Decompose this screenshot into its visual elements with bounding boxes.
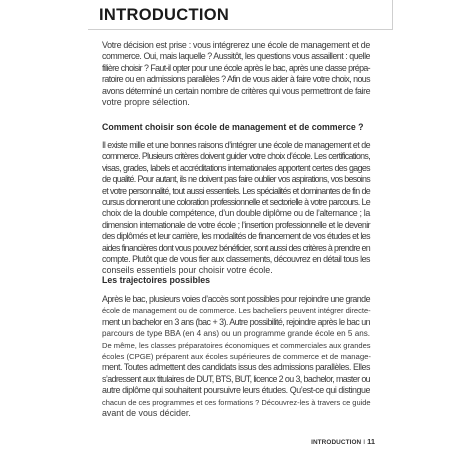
text-line: filière choisir ? Faut-il opter pour une école après le bac, après une classe prépa-: [102, 62, 370, 73]
text-line: chacun de ces programmes et ces formations ? Découvrez-les à travers ce guide: [102, 397, 371, 407]
text-line: s’adressent aux titulaires de DUT, BTS, BUT, licence 2 ou 3, bachelor, master ou: [102, 373, 370, 384]
text-line: avant de vous décider.: [102, 408, 191, 419]
running-footer: [300, 437, 375, 449]
text-line: et votre personnalité, tout aussi essentiels. Les spécialités et dominantes de fin de: [102, 185, 370, 196]
section1-paragraph: [102, 140, 370, 277]
text-line: dimension internationale de votre école ; l’insertion professionnelle et le devenir: [102, 219, 370, 230]
text-line: compte. Plutôt que de vous fier aux classements, découvrez en détail tous les: [102, 254, 370, 265]
text-line: commerce. Oui, mais laquelle ? Aussitôt, les questions vous assaillent : quelle: [102, 51, 370, 62]
text-line: votre propre sélection.: [102, 97, 190, 108]
text-line: cursus donneront une coloration professionnelle et sectorielle à votre parcours. Le: [102, 197, 370, 208]
text-line: Après le bac, plusieurs voies d’accès sont possibles pour rejoindre une grande: [102, 294, 370, 304]
text-line: visas, grades, labels et accréditations internationales apportent certes des gages: [102, 162, 370, 173]
text-line: de qualité. Pour autant, ils ne doivent pas faire oublier vos aspirations, vos besoins: [102, 174, 370, 185]
text-line: Votre décision est prise : vous intégrerez une école de management et de: [102, 40, 370, 50]
text-line: Il existe mille et une bonnes raisons d’intégrer une école de management et de: [102, 140, 370, 150]
footer-separator: I: [363, 439, 366, 446]
text-line: choix de la double compétence, d’un double diplôme ou de l’alternance ; la: [102, 208, 370, 219]
text-line: conseils essentiels pour choisir votre école.: [102, 265, 273, 276]
text-line: école de management ou de commerce. Les bacheliers peuvent intégrer directe-: [102, 306, 371, 316]
text-line: De même, les classes préparatoires économiques et commerciales aux grandes: [102, 340, 371, 350]
text-line: écoles (CPGE) préparent aux écoles supérieures de commerce et de manage-: [102, 352, 372, 362]
text-line: ment. Toutes admettent des candidats issus des admissions parallèles. Elles: [102, 362, 370, 373]
text-line: ratoire ou en admissions parallèles ? Afin de vous aider à faire votre choix, nous: [102, 74, 370, 85]
text-line: ment un bachelor en 3 ans (bac + 3). Autre possibilité, rejoindre après le bac un: [102, 316, 370, 327]
text-line: aides financières dont vous pouvez bénéficier, sont aussi des critères à prendre en: [102, 242, 370, 253]
intro-paragraph: [102, 40, 370, 108]
text-line: des diplômés et leur carrière, les modalités de financement de vos études et les: [102, 231, 370, 242]
page-number: 11: [367, 437, 375, 446]
page-title: INTRODUCTION: [99, 6, 230, 24]
text-line: autre diplôme qui souhaitent poursuivre leurs études. Qu’est-ce qui distingue: [102, 385, 370, 396]
section2-paragraph: [102, 294, 370, 419]
section-heading-trajectories: Les trajectoires possibles: [102, 275, 211, 285]
footer-section-label: INTRODUCTION: [311, 439, 362, 446]
text-line: avons déterminé un certain nombre de critères qui vous permettront de faire: [102, 85, 371, 96]
text-line: commerce. Plusieurs critères doivent guider votre choix d’école. Les certifications,: [102, 151, 370, 162]
section-heading-choosing-school: Comment choisir son école de management et de commerce ?: [102, 122, 364, 132]
text-line: parcours de type BBA (en 4 ans) ou un programme grande école en 5 ans.: [102, 329, 370, 339]
